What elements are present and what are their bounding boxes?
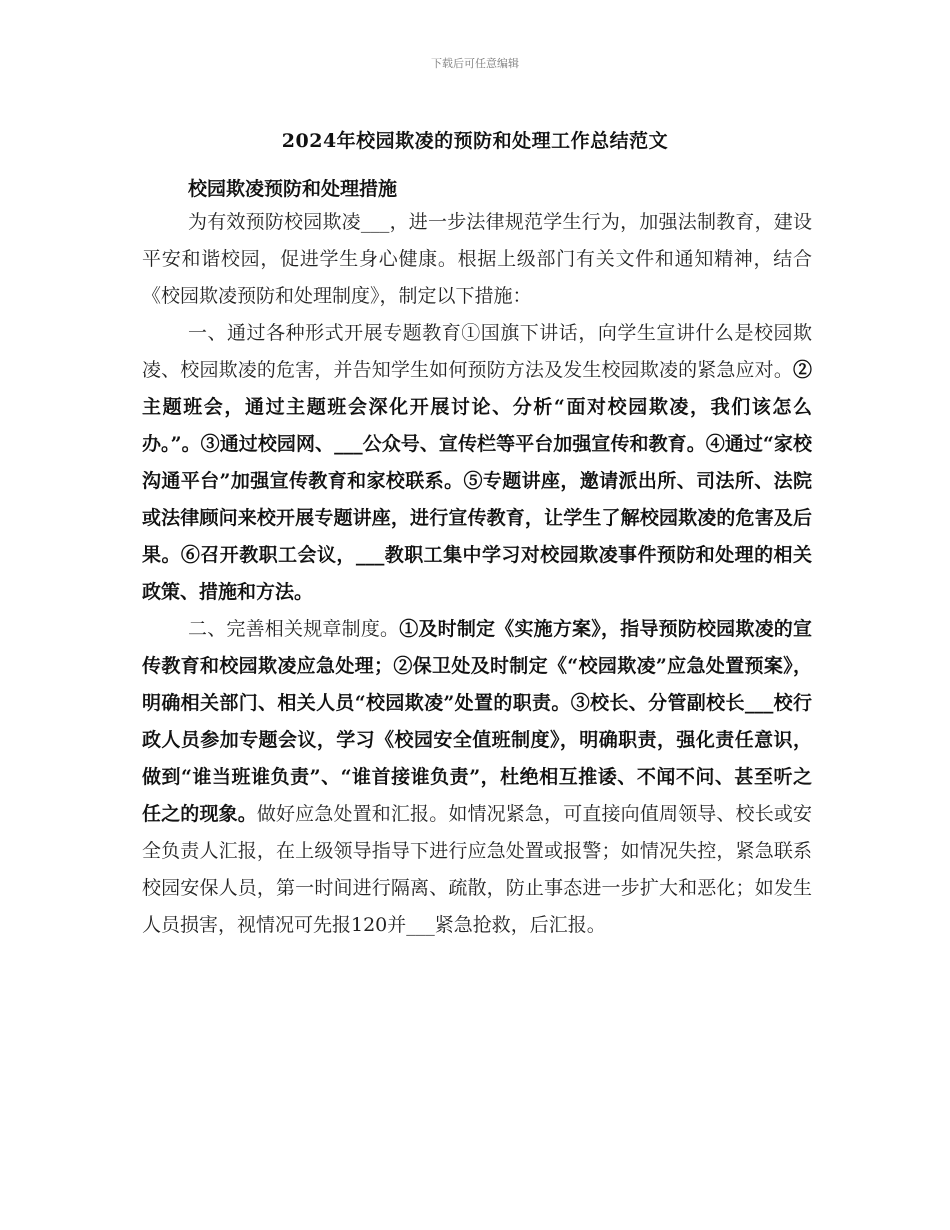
- paragraph-run: 二、完善相关规章制度。: [188, 618, 400, 640]
- paragraph-run-bold: ②主题班会，通过主题班会深化开展讨论、分析“面对校园欺凌，我们该怎么办。”。③通过校园网、___公众号、宣传栏等平台加强宣传和教育。④通过“家校沟通平台”加强宣传教育和家校联系。⑤专题讲座，邀请派出所、司法所、法院或法律顾问来校开展专题讲座，进行宣传教育，让学生了解校园欺凌的危害及后果。⑥召开教职工会议，___教职工集中学习对校园欺凌事件预防和处理的相关政策、措施和方法。: [142, 359, 812, 603]
- paragraph-intro: [142, 204, 812, 315]
- header-note: 下载后可任意编辑: [431, 57, 519, 70]
- paragraph-run-bold: ①及时制定《实施方案》，指导预防校园欺凌的宣传教育和校园欺凌应急处理；②保卫处及时制定《“校园欺凌”应急处置预案》，明确相关部门、相关人员“校园欺凌”处置的职责。③校长、分管副校长___校行政人员参加专题会议，学习《校园安全值班制度》，明确职责，强化责任意识，做到“谁当班谁负责”、“谁首接谁负责”，杜绝相互推诿、不闻不问、甚至听之任之的现象。: [142, 618, 812, 825]
- paragraph-regulations: [142, 611, 812, 944]
- paragraph-run: 做好应急处置和汇报。如情况紧急，可直接向值周领导、校长或安全负责人汇报，在上级领导指导下进行应急处置或报警；如情况失控，紧急联系校园安保人员，第一时间进行隔离、疏散，防止事态进一步扩大和恶化；如发生人员损害，视情况可先报120并___紧急抢救，后汇报。: [142, 803, 812, 936]
- document-title: 2024年校园欺凌的预防和处理工作总结范文: [281, 130, 669, 152]
- paragraph-run: 为有效预防校园欺凌___，进一步法律规范学生行为，加强法制教育，建设平安和谐校园，促进学生身心健康。根据上级部门有关文件和通知精神，结合《校园欺凌预防和处理制度》，制定以下措施：: [142, 211, 812, 307]
- section-heading: 校园欺凌预防和处理措施: [188, 178, 398, 200]
- paragraph-education: [142, 315, 812, 611]
- paragraph-run: 一、通过各种形式开展专题教育①国旗下讲话，向学生宣讲什么是校园欺凌、校园欺凌的危害，并告知学生如何预防方法及发生校园欺凌的紧急应对。: [142, 322, 812, 381]
- document-body: [142, 204, 812, 944]
